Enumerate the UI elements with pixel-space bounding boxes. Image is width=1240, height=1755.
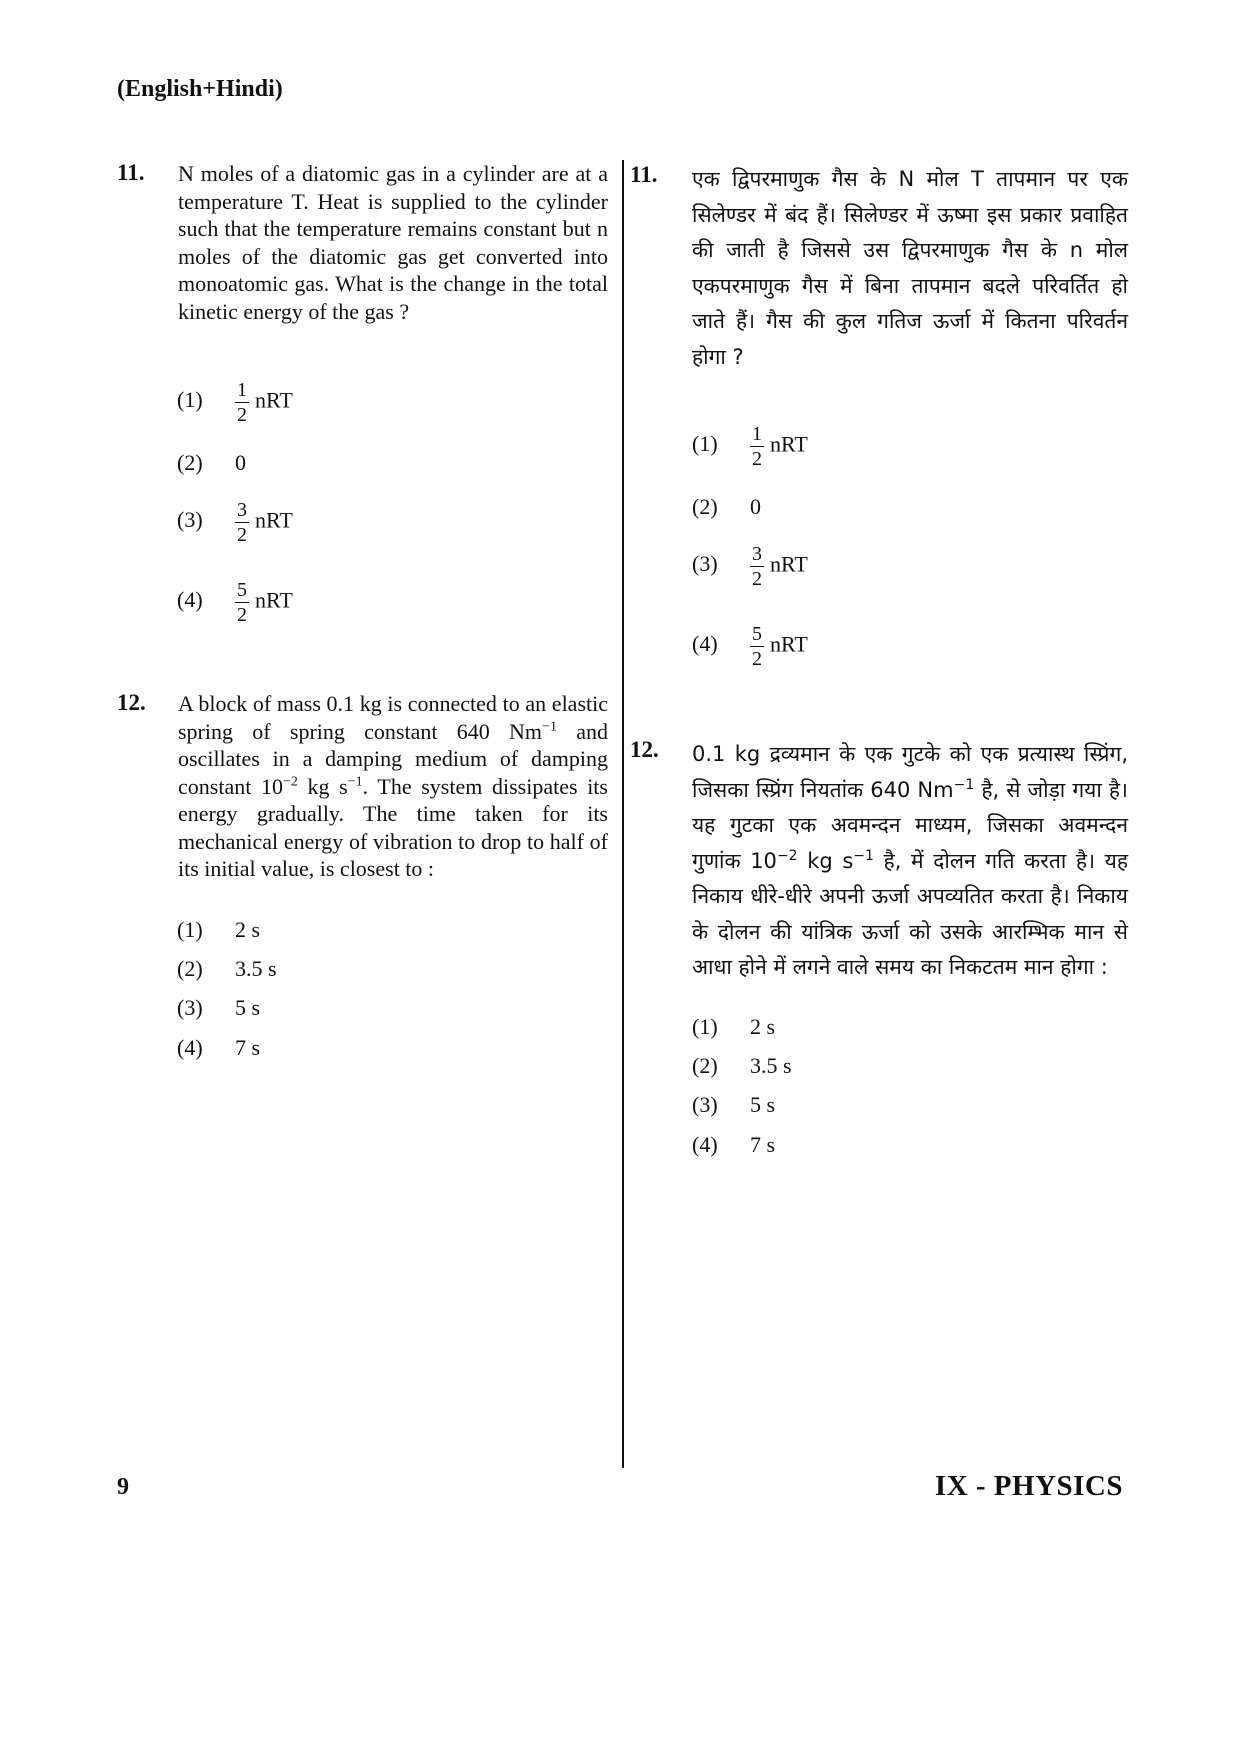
question-number: 12. [630, 737, 659, 762]
option-label: (2) [177, 450, 203, 475]
option-label: (4) [692, 631, 718, 656]
fraction: $\frac{3}{2}$ [237, 499, 247, 546]
option-value: 5 s [235, 995, 261, 1020]
question-text: 0.1 kg द्रव्यमान के एक गुटके को एक प्रत्यास्थ स्प्रिंग, जिसका स्प्रिंग नियतांक 640 $Nm^{-1}$ है, से जोड़ा गया है। यह गुटका एक अवमन्दन माध्यम, जिसका अवमन्दन गुणांक $10^{-2}$ kg $s^{-1}$ है, में दोलन गति करता है। यह निकाय धीरे-धीरे अपनी ऊर्जा अपव्यतित करता है। निकाय के दोलन की यांत्रिक ऊर्जा को उसके आरम्भिक मान से आधा होने में लगने वाले समय का निकटतम मान होगा : [692, 742, 1128, 979]
page-header-language: (English+Hindi) [117, 76, 283, 102]
question-11-hindi [630, 162, 1130, 682]
option-label: (2) [177, 956, 203, 981]
fraction: $\frac{5}{2}$ [752, 623, 762, 670]
option-label: (4) [177, 1035, 203, 1060]
column-divider [622, 160, 624, 1468]
question-12-english [117, 690, 617, 1070]
option-label: (3) [692, 1092, 718, 1117]
question-12-hindi [630, 737, 1130, 1177]
question-11-english [117, 160, 617, 626]
option-value: 0 [750, 494, 761, 519]
option-value: 3.5 s [235, 956, 277, 981]
question-number: 12. [117, 690, 146, 715]
option-label: (1) [692, 1014, 718, 1039]
option-value: 7 s [235, 1035, 261, 1060]
option-label: (2) [692, 1053, 718, 1078]
question-text: A block of mass 0.1 kg is connected to an elastic spring of spring constant 640 $Nm^{-1}$ and oscillates in a damping medium of damping constant $10^{-2}$ kg $s^{-1}$. The system dissipates its energy gradually. The time taken for its mechanical energy of vibration to drop to half of its initial value, is closest to : [178, 691, 608, 881]
fraction: $\frac{3}{2}$ [752, 543, 762, 590]
page-number: 9 [117, 1474, 129, 1500]
footer-subject: IX - PHYSICS [934, 1470, 1123, 1502]
option-unit: nRT [770, 551, 808, 577]
option-label: (3) [177, 995, 203, 1020]
option-value: 5 s [750, 1092, 776, 1117]
fraction: $\frac{1}{2}$ [237, 379, 247, 426]
option-value: 2 s [750, 1014, 776, 1039]
option-unit: nRT [770, 631, 808, 657]
question-text: एक द्विपरमाणुक गैस के N मोल T तापमान पर एक सिलेण्डर में बंद हैं। सिलेण्डर में ऊष्मा इस प्रकार प्रवाहित की जाती है जिससे उस द्विपरमाणुक गैस के n मोल एकपरमाणुक गैस में बिना तापमान बदले परिवर्तित हो जाते हैं। गैस की कुल गतिज ऊर्जा में कितना परिवर्तन होगा ? [692, 167, 1128, 369]
option-label: (2) [692, 494, 718, 519]
option-unit: nRT [255, 587, 293, 613]
option-value: 0 [235, 450, 246, 475]
question-text: N moles of a diatomic gas in a cylinder are at a temperature T. Heat is supplied to the cylinder such that the temperature remains constant but n moles of the diatomic gas get converted into monoatomic gas. What is the change in the total kinetic energy of the gas ? [178, 161, 608, 324]
option-label: (4) [692, 1132, 718, 1157]
option-unit: nRT [770, 431, 808, 457]
option-label: (1) [177, 387, 203, 412]
question-number: 11. [117, 160, 145, 185]
option-unit: nRT [255, 507, 293, 533]
option-label: (3) [177, 507, 203, 532]
question-number: 11. [630, 162, 658, 187]
option-label: (4) [177, 587, 203, 612]
option-label: (1) [692, 431, 718, 456]
option-value: 3.5 s [750, 1053, 792, 1078]
option-value: 2 s [235, 917, 261, 942]
option-value: 7 s [750, 1132, 776, 1157]
fraction: $\frac{1}{2}$ [752, 423, 762, 470]
option-unit: nRT [255, 387, 293, 413]
fraction: $\frac{5}{2}$ [237, 579, 247, 626]
option-label: (1) [177, 917, 203, 942]
option-label: (3) [692, 551, 718, 576]
